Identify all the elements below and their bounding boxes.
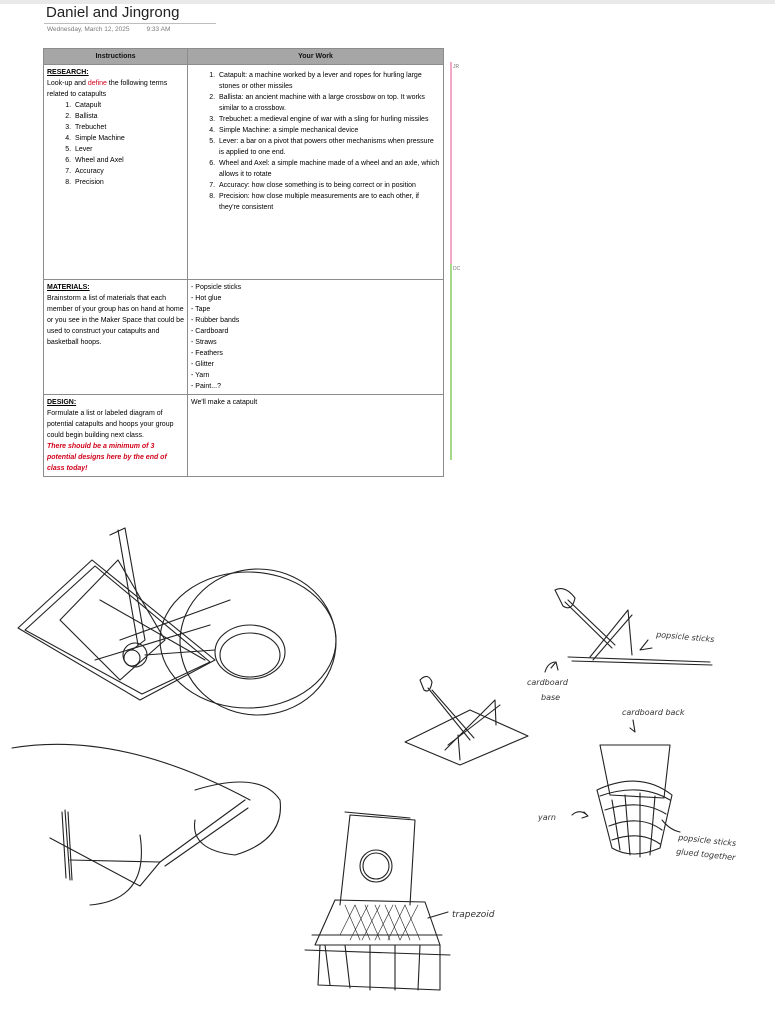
list-item: 4. Simple Machine: a simple mechanical device: [217, 125, 440, 136]
list-item: - Feathers: [191, 350, 223, 357]
list-item: 2. Ballista: an ancient machine with a large crossbow on top. It works similar to a crossbow.: [217, 92, 440, 114]
sketch-trapezoid-hoop: [305, 812, 450, 990]
design-instructions: Formulate a list or labeled diagram of potential catapults and hoops your group could begin building next class.: [47, 410, 174, 439]
label-popsicle-sticks: popsicle sticks: [655, 630, 715, 645]
list-item: - Glitter: [191, 361, 214, 368]
list-item: 8. Precision: [73, 177, 184, 188]
label-cardboard: cardboard: [527, 678, 568, 687]
list-item: - Cardboard: [191, 328, 229, 335]
research-heading: RESEARCH:: [47, 69, 89, 76]
list-item: 3. Trebuchet: [73, 122, 184, 133]
label-yarn: yarn: [538, 813, 556, 822]
list-item: 3. Trebuchet: a medieval engine of war with a sling for hurling missiles: [217, 114, 440, 125]
page-time: 9:33 AM: [146, 26, 171, 33]
list-item: - Hot glue: [191, 295, 222, 302]
list-item: - Yarn: [191, 372, 210, 379]
sketch-long-arm-catapult: [12, 744, 280, 905]
research-intro: Look-up and define the following terms related to catapults: [47, 80, 168, 98]
author-initials-jr: JR: [453, 64, 460, 70]
materials-instructions: Brainstorm a list of materials that each member of your group has on hand at home or you see in the Maker Space that could be used to construct your catapults and basketball hoops.: [47, 295, 184, 346]
page-title[interactable]: Daniel and Jingrong: [46, 4, 180, 21]
sketch-hoop-net: [572, 745, 680, 857]
design-heading: DESIGN:: [47, 399, 77, 406]
design-work-text: We'll make a catapult: [191, 399, 258, 406]
sketch-catapult-topview: [18, 528, 336, 715]
list-item: 2. Ballista: [73, 111, 184, 122]
define-highlight: define: [87, 80, 107, 87]
list-item: 6. Wheel and Axel: [73, 155, 184, 166]
sketch-small-catapult: [405, 676, 528, 765]
label-trapezoid: trapezoid: [452, 910, 495, 920]
label-cardboard-back: cardboard back: [622, 708, 685, 717]
list-item: 6. Wheel and Axel: a simple machine made of a wheel and an axle, which allows it to rotate: [217, 158, 440, 180]
list-item: - Straws: [191, 339, 217, 346]
list-item: 8. Precision: how close multiple measurements are to each other, if they're consistent: [217, 191, 440, 213]
list-item: 4. Simple Machine: [73, 133, 184, 144]
list-item: 1. Catapult: [73, 100, 184, 111]
header-your-work: Your Work: [188, 49, 444, 65]
materials-heading: MATERIALS:: [47, 284, 90, 291]
list-item: - Popsicle sticks: [191, 284, 242, 291]
list-item: 7. Accuracy: how close something is to being correct or in position: [217, 180, 440, 191]
label-glued-1: popsicle sticks: [677, 833, 737, 849]
author-initials-dc: DC: [453, 266, 461, 272]
list-item: - Paint...?: [191, 383, 221, 390]
list-item: - Rubber bands: [191, 317, 240, 324]
list-item: - Tape: [191, 306, 211, 313]
list-item: 5. Lever: [73, 144, 184, 155]
design-requirement: There should be a minimum of 3 potential designs here by the end of class today!: [47, 443, 167, 472]
label-base: base: [541, 693, 561, 702]
list-item: 1. Catapult: a machine worked by a lever and ropes for hurling large stones or other missiles: [217, 70, 440, 92]
header-instructions: Instructions: [44, 49, 188, 65]
page-date: Wednesday, March 12, 2025: [47, 26, 130, 33]
label-glued-2: glued together: [675, 847, 736, 863]
list-item: 5. Lever: a bar on a pivot that powers other mechanisms when pressure is applied to one end.: [217, 136, 440, 158]
list-item: 7. Accuracy: [73, 166, 184, 177]
